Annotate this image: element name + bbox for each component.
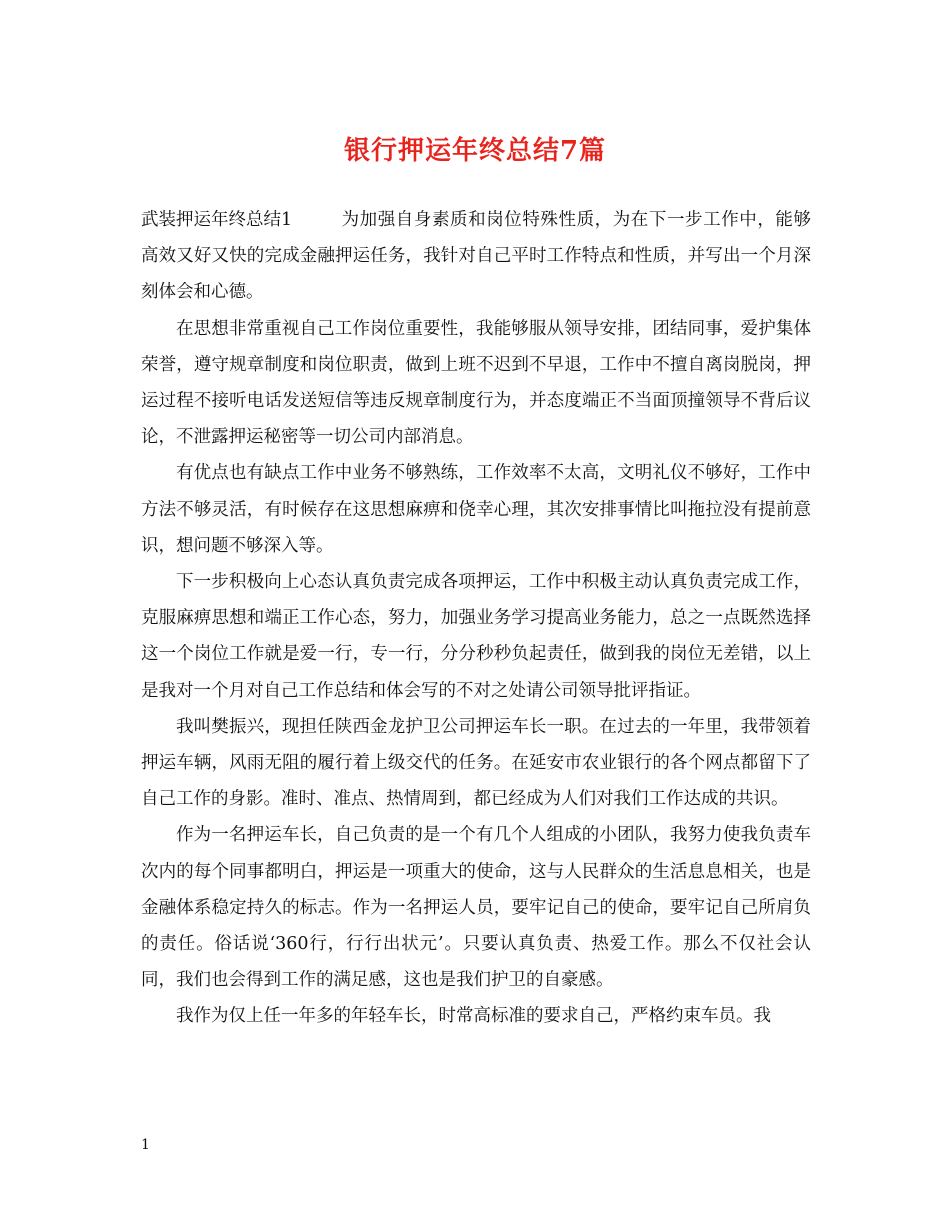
document-title: 银行押运年终总结7篇 bbox=[343, 136, 607, 166]
paragraph: 下一步积极向上心态认真负责完成各项押运，工作中积极主动认真负责完成工作，克服麻痹思想和端正工作心态，努力，加强业务学习提高业务能力，总之一点既然选择这一个岗位工作就是爱一行，专一行，分分秒秒负起责任，做到我的岗位无差错，以上是我对一个月对自己工作总结和体会写的不对之处请公司领导批评指证。 bbox=[141, 572, 811, 701]
first-paragraph bbox=[141, 202, 811, 311]
paragraph-text: 为加强自身素质和岗位特殊性质，为在下一步工作中，能够高效又好又快的完成金融押运任务，我针对自己平时工作特点和性质，并写出一个月深刻体会和心德。 bbox=[141, 210, 811, 303]
paragraph: 我叫樊振兴，现担任陕西金龙护卫公司押运车长一职。在过去的一年里，我带领着押运车辆，风雨无阻的履行着上级交代的任务。在延安市农业银行的各个网点都留下了自己工作的身影。准时、准点、热情周到，都已经成为人们对我们工作达成的共识。 bbox=[141, 716, 811, 810]
section-heading: 武装押运年终总结1 bbox=[141, 210, 293, 230]
paragraph: 作为一名押运车长，自己负责的是一个有几个人组成的小团队，我努力使我负责车次内的每个同事都明白，押运是一项重大的使命，这与人民群众的生活息息相关，也是金融体系稳定持久的标志。作为一名押运人员，要牢记自己的使命，要牢记自己所肩负的责任。俗话说‘360行，行行出状元’。只要认真负责、热爱工作。那么不仅社会认同，我们也会得到工作的满足感，这也是我们护卫的自豪感。 bbox=[141, 825, 811, 991]
paragraph: 我作为仅上任一年多的年轻车长，时常高标准的要求自己，严格约束车员。我 bbox=[176, 1006, 771, 1027]
paragraph: 有优点也有缺点工作中业务不够熟练，工作效率不太高，文明礼仪不够好，工作中方法不够灵活，有时候存在这思想麻痹和侥幸心理，其次安排事情比叫拖拉没有提前意识，想问题不够深入等。 bbox=[141, 463, 811, 556]
paragraph: 在思想非常重视自己工作岗位重要性，我能够服从领导安排，团结同事，爱护集体荣誉，遵守规章制度和岗位职责，做到上班不迟到不早退，工作中不擅自离岗脱岗，押运过程不接听电话发送短信等违反规章制度行为，并态度端正不当面顶撞领导不背后议论，不泄露押运秘密等一切公司内部消息。 bbox=[141, 318, 811, 448]
document-body bbox=[141, 202, 811, 1035]
page-number: 1 bbox=[141, 1137, 150, 1153]
